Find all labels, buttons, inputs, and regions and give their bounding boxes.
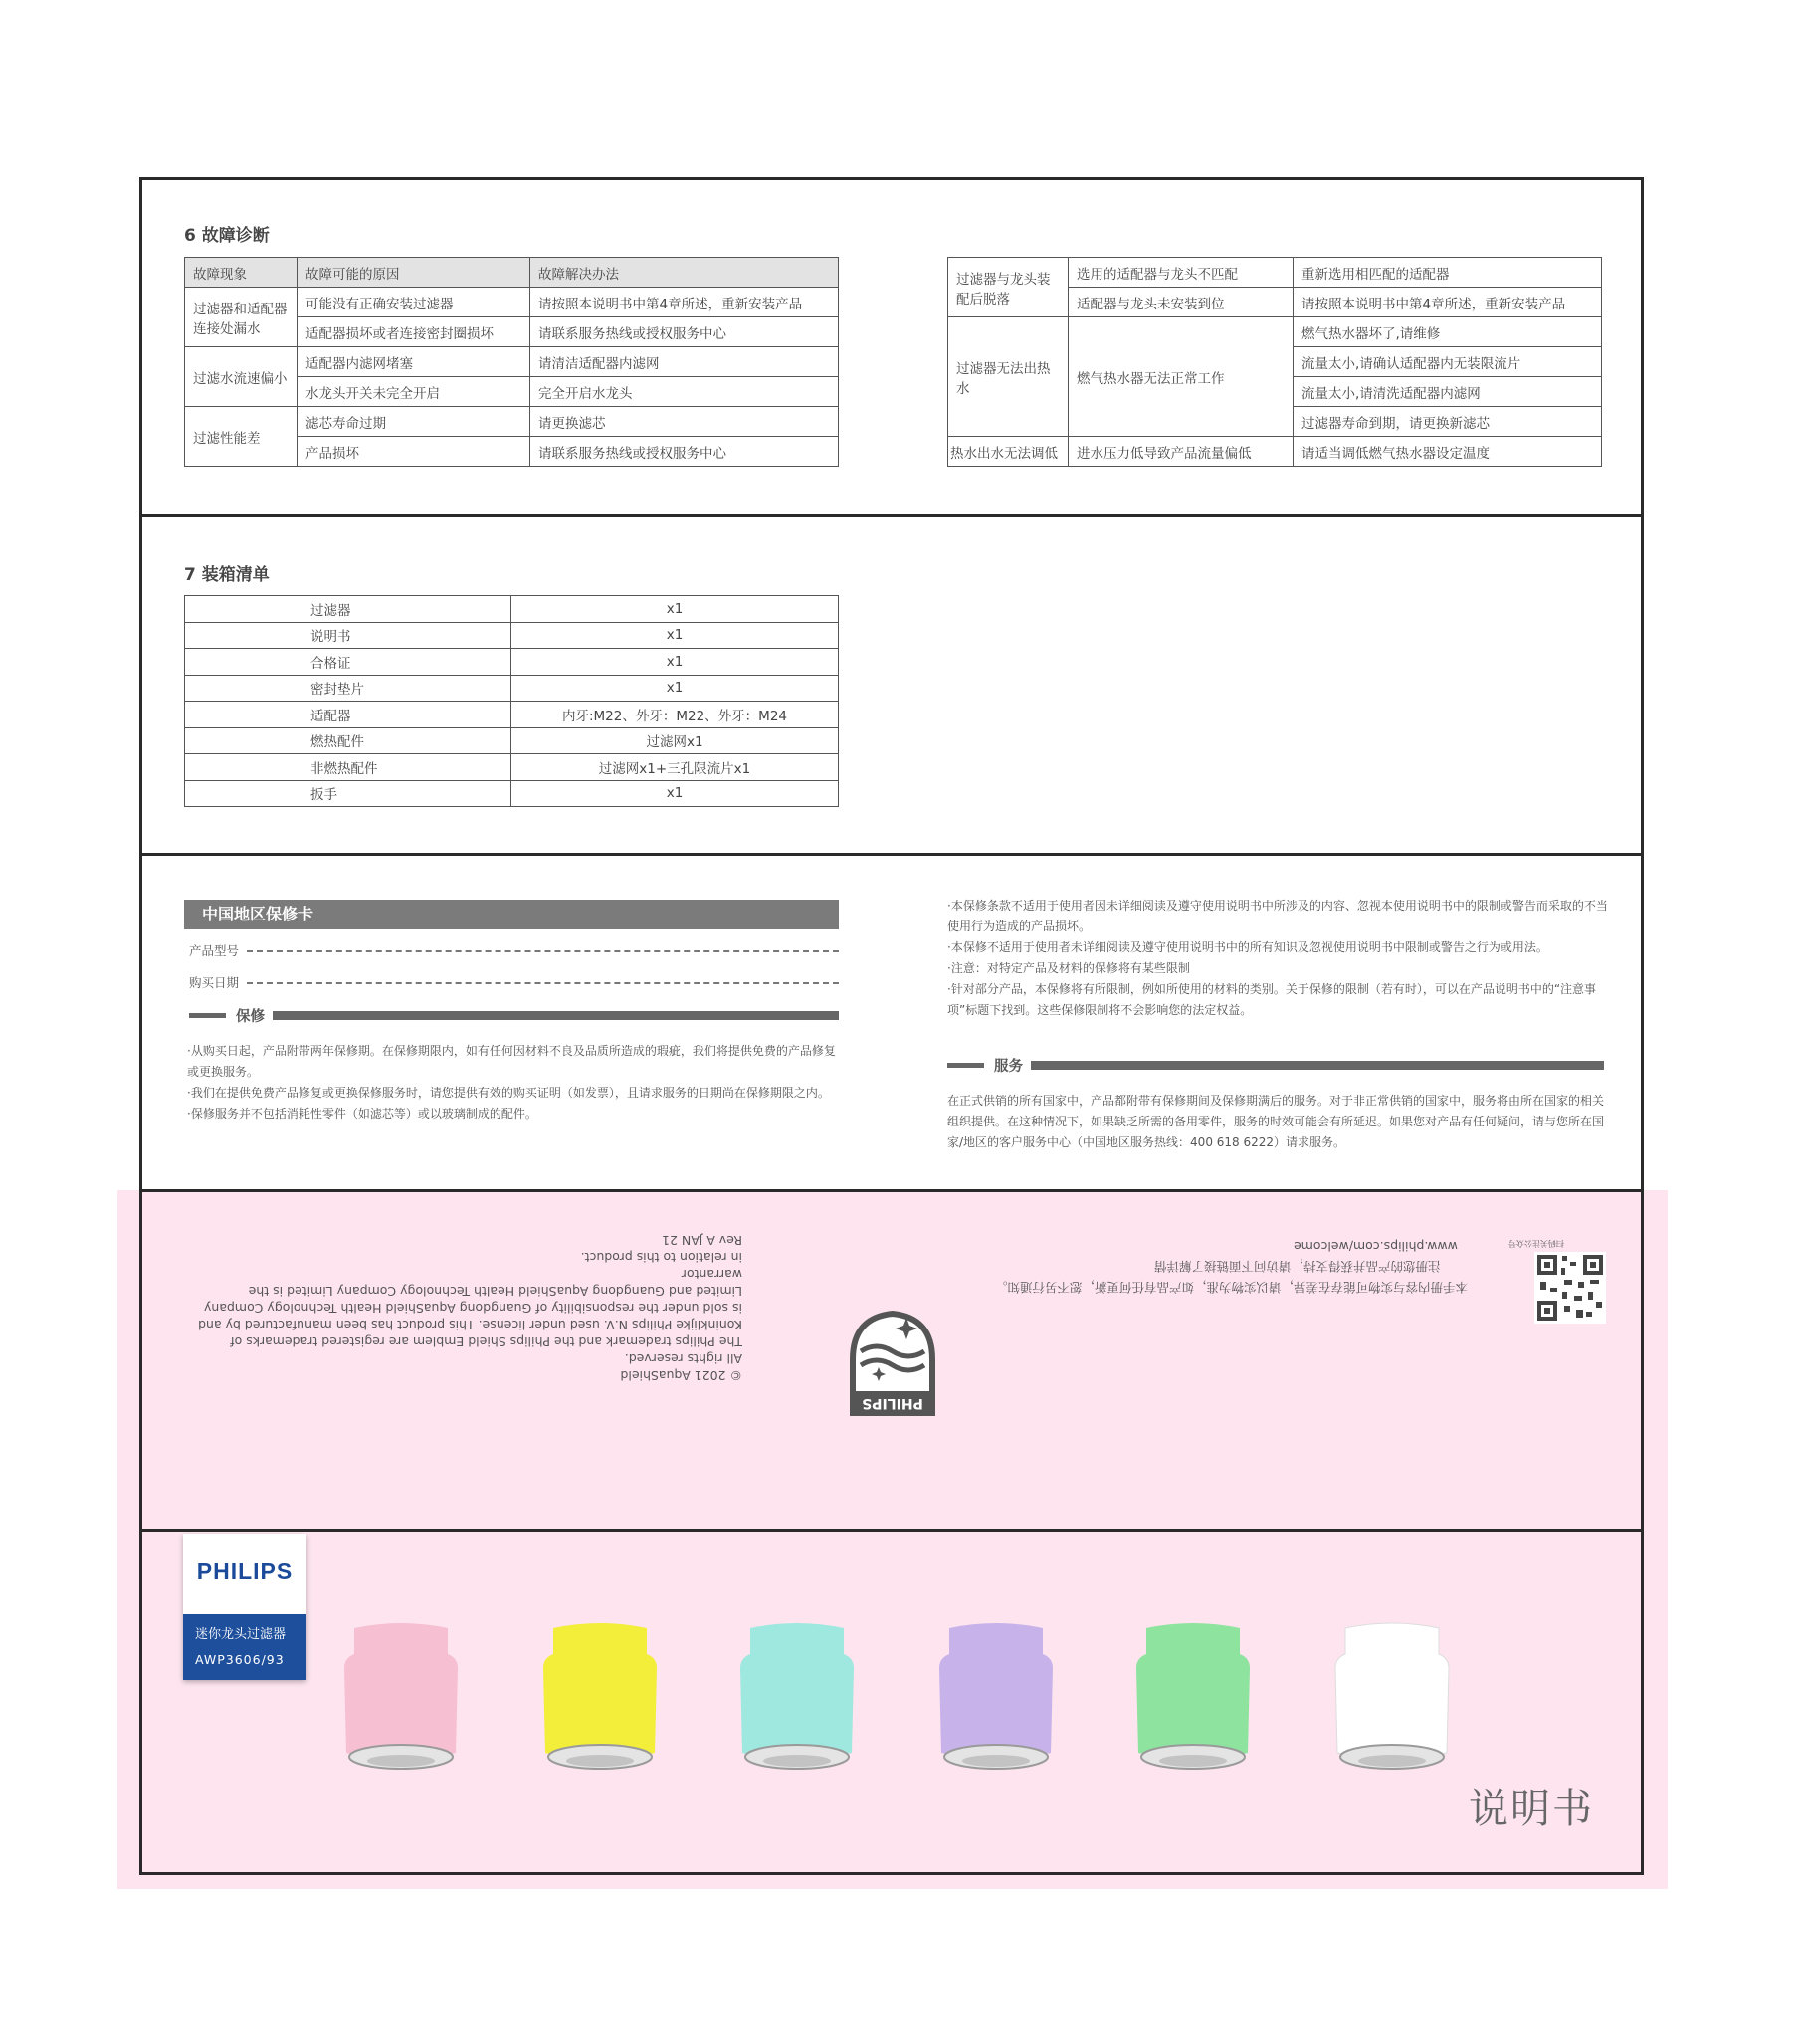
website-text: www.philips.com/welcome [1294,1239,1458,1254]
qty-cell: 内牙:M22、外牙：M22、外牙：M24 [511,702,839,728]
item-cell: 说明书 [185,622,511,649]
fix-cell: 请联系服务热线或授权服务中心 [530,317,839,347]
fix-cell: 请适当调低燃气热水器设定温度 [1294,437,1602,467]
legal-line: All rights reserved. [624,1351,742,1366]
product-body [543,1623,657,1760]
register-text: 注册您的产品并获得支持，请访问下面链接了解详情 [1154,1259,1441,1274]
legal-line: © 2021 AquaShield [620,1368,742,1383]
troubleshoot-table-right [947,257,1602,467]
terms-list [947,896,1609,1021]
product-body [344,1623,458,1760]
product-badge [183,1614,306,1680]
cause-cell: 适配器与龙头未安装到位 [1069,288,1294,317]
symptom-cell: 过滤器无法出热水 [948,317,1069,437]
legal-text [185,1232,742,1384]
table-row [948,258,1602,288]
fix-cell: 请按照本说明书中第4章所述，重新安装产品 [530,288,839,317]
fix-cell: 请联系服务热线或授权服务中心 [530,437,839,467]
fix-cell: 请清洁适配器内滤网 [530,347,839,377]
table-row [185,596,839,623]
qty-cell: x1 [511,622,839,649]
qty-cell: 过滤网x1 [511,727,839,754]
item-cell: 密封垫片 [185,675,511,702]
divider [139,1189,1644,1192]
date-label: 购买日期 [189,975,240,990]
qty-cell: x1 [511,675,839,702]
model-field-line [247,950,839,952]
shield-label: PHILIPS [862,1395,923,1411]
divider [139,1529,1644,1532]
fix-cell: 完全开启水龙头 [530,377,839,407]
heading-bar [273,1011,839,1020]
qr-caption: 扫码关注公众号 [1508,1239,1564,1248]
philips-logo: PHILIPS [196,1558,294,1584]
terms-item: ·本保修条款不适用于使用者因未详细阅读及遵守使用说明书中所涉及的内容、忽视本使用说明书中的限制或警告而采取的不当使用行为造成的产品损坏。 [947,899,1608,933]
packing-table [184,595,839,807]
product-image-green [1128,1622,1258,1787]
warranty-heading-label: 保修 [236,1009,265,1025]
philips-shield-icon [849,1310,936,1417]
service-heading-label: 服务 [994,1059,1023,1075]
fix-cell: 请按照本说明书中第4章所述，重新安装产品 [1294,288,1602,317]
table-row [185,702,839,728]
legal-line: is sold under the responsibility of Guangdong AquaShield Health Technology Company [203,1301,742,1316]
model-number: AWP3606/93 [195,1652,285,1667]
cause-cell: 适配器内滤网堵塞 [298,347,530,377]
manual-label: 说明书 [1469,1786,1594,1832]
header-cell: 故障可能的原因 [298,258,530,288]
fix-cell: 流量太小,请确认适配器内无装限流片 [1294,347,1602,377]
service-heading [947,1055,1604,1076]
symptom-cell: 过滤性能差 [185,407,298,467]
product-image-pink [336,1622,466,1787]
product-image-yellow [535,1622,665,1787]
cause-cell: 燃气热水器无法正常工作 [1069,317,1294,437]
product-image-cyan [732,1622,862,1787]
cause-cell: 水龙头开关未完全开启 [298,377,530,407]
packing-title: 7 装箱清单 [184,565,270,585]
product-name: 迷你龙头过滤器 [195,1627,287,1642]
table-row [185,649,839,676]
warranty-item: ·保修服务并不包括消耗性零件（如滤芯等）或以玻璃制成的配件。 [187,1107,537,1121]
cause-cell: 选用的适配器与龙头不匹配 [1069,258,1294,288]
warranty-card-title: 中国地区保修卡 [184,900,839,929]
service-paragraph: 在正式供销的所有国家中，产品都附带有保修期间及保修期满后的服务。对于非正常供销的国家中，服务将由所在国家的相关组织提供。在这种情况下，如果缺乏所需的备用零件，服务的时效可能会有所延迟。如果您对产品有任何疑问，请与您所在国家/地区的客户服务中心（中国地区服务热线：400 618 6222）请求服务。 [947,1094,1605,1149]
terms-item: ·注意：对特定产品及材料的保修将有某些限制 [947,961,1190,975]
header-cell: 故障现象 [185,258,298,288]
product-image-white [1327,1622,1457,1787]
warranty-heading [189,1005,839,1026]
product-body [740,1623,854,1760]
qty-cell: 过滤网x1+三孔限流片x1 [511,754,839,781]
product-image-purple [931,1622,1061,1787]
table-header-row [185,258,839,288]
symptom-cell: 过滤器和适配器连接处漏水 [185,288,298,347]
qr-code-icon [1534,1252,1606,1324]
item-cell: 燃热配件 [185,727,511,754]
brand-box [183,1534,306,1680]
table-row [185,288,839,317]
qty-cell: x1 [511,596,839,623]
qty-cell: x1 [511,649,839,676]
symptom-cell: 过滤水流速偏小 [185,347,298,407]
table-row [185,727,839,754]
service-text [947,1091,1609,1153]
legal-line: Limited and Guangdong AquaShield Health Technology Company Limited is the warrantor [248,1267,742,1299]
cause-cell: 滤芯寿命过期 [298,407,530,437]
troubleshoot-table-left [184,257,839,467]
fix-cell: 重新选用相匹配的适配器 [1294,258,1602,288]
legal-line: Koninklijke Philips N.V. used under license. This product has been manufactured by and [198,1318,742,1332]
warranty-item: ·从购买日起，产品附带两年保修期。在保修期限内，如有任何因材料不良及品质所造成的瑕疵，我们将提供免费的产品修复或更换服务。 [187,1044,836,1079]
table-row [185,675,839,702]
product-body [939,1623,1053,1760]
symptom-cell: 热水出水无法调低 [948,437,1069,467]
fix-cell: 过滤器寿命到期，请更换新滤芯 [1294,407,1602,437]
item-cell: 非燃热配件 [185,754,511,781]
heading-bar [189,1013,226,1018]
symptom-cell: 过滤器与龙头装配后脱落 [948,258,1069,317]
cause-cell: 产品损坏 [298,437,530,467]
table-row [185,754,839,781]
terms-item: ·针对部分产品，本保修将有所限制，例如所使用的材料的类别。关于保修的限制（若有时），可以在产品说明书中的“注意事项”标题下找到。这些保修限制将不会影响您的法定权益。 [947,982,1597,1017]
product-body [1335,1623,1449,1760]
disclaimer-text: 本手册内容与实物可能存在差异，请以实物为准，如产品有任何更新，恕不另行通知。 [995,1280,1469,1295]
divider [139,853,1644,856]
cause-cell: 可能没有正确安装过滤器 [298,288,530,317]
table-row [185,347,839,377]
table-row [185,780,839,807]
troubleshoot-title: 6 故障诊断 [184,226,270,246]
cause-cell: 进水压力低导致产品流量偏低 [1069,437,1294,467]
item-cell: 适配器 [185,702,511,728]
table-row [185,407,839,437]
warranty-item: ·我们在提供免费产品修复或更换保修服务时，请您提供有效的购买证明（如发票），且请求服务的日期尚在保修期限之内。 [187,1086,830,1100]
legal-line: in relation to this product. [580,1250,742,1265]
item-cell: 过滤器 [185,596,511,623]
divider [139,514,1644,517]
terms-item: ·本保修不适用于使用者未详细阅读及遵守使用说明书中的所有知识及忽视使用说明书中限制或警告之行为或用法。 [947,940,1548,954]
legal-line: The Philips trademark and the Philips Shield Emblem are registered trademarks of [230,1334,742,1349]
table-row [948,317,1602,347]
fix-cell: 请更换滤芯 [530,407,839,437]
warranty-list [187,1041,844,1124]
item-cell: 扳手 [185,780,511,807]
cause-cell: 适配器损坏或者连接密封圈损坏 [298,317,530,347]
heading-bar [1031,1061,1604,1070]
item-cell: 合格证 [185,649,511,676]
heading-bar [947,1063,984,1068]
model-label: 产品型号 [189,943,240,958]
fix-cell: 燃气热水器坏了,请维修 [1294,317,1602,347]
product-body [1136,1623,1250,1760]
table-row [185,622,839,649]
table-row [948,437,1602,467]
date-field-line [247,982,839,984]
qty-cell: x1 [511,780,839,807]
header-cell: 故障解决办法 [530,258,839,288]
fix-cell: 流量太小,请清洗适配器内滤网 [1294,377,1602,407]
legal-line: Rev A JAN 21 [662,1233,742,1248]
